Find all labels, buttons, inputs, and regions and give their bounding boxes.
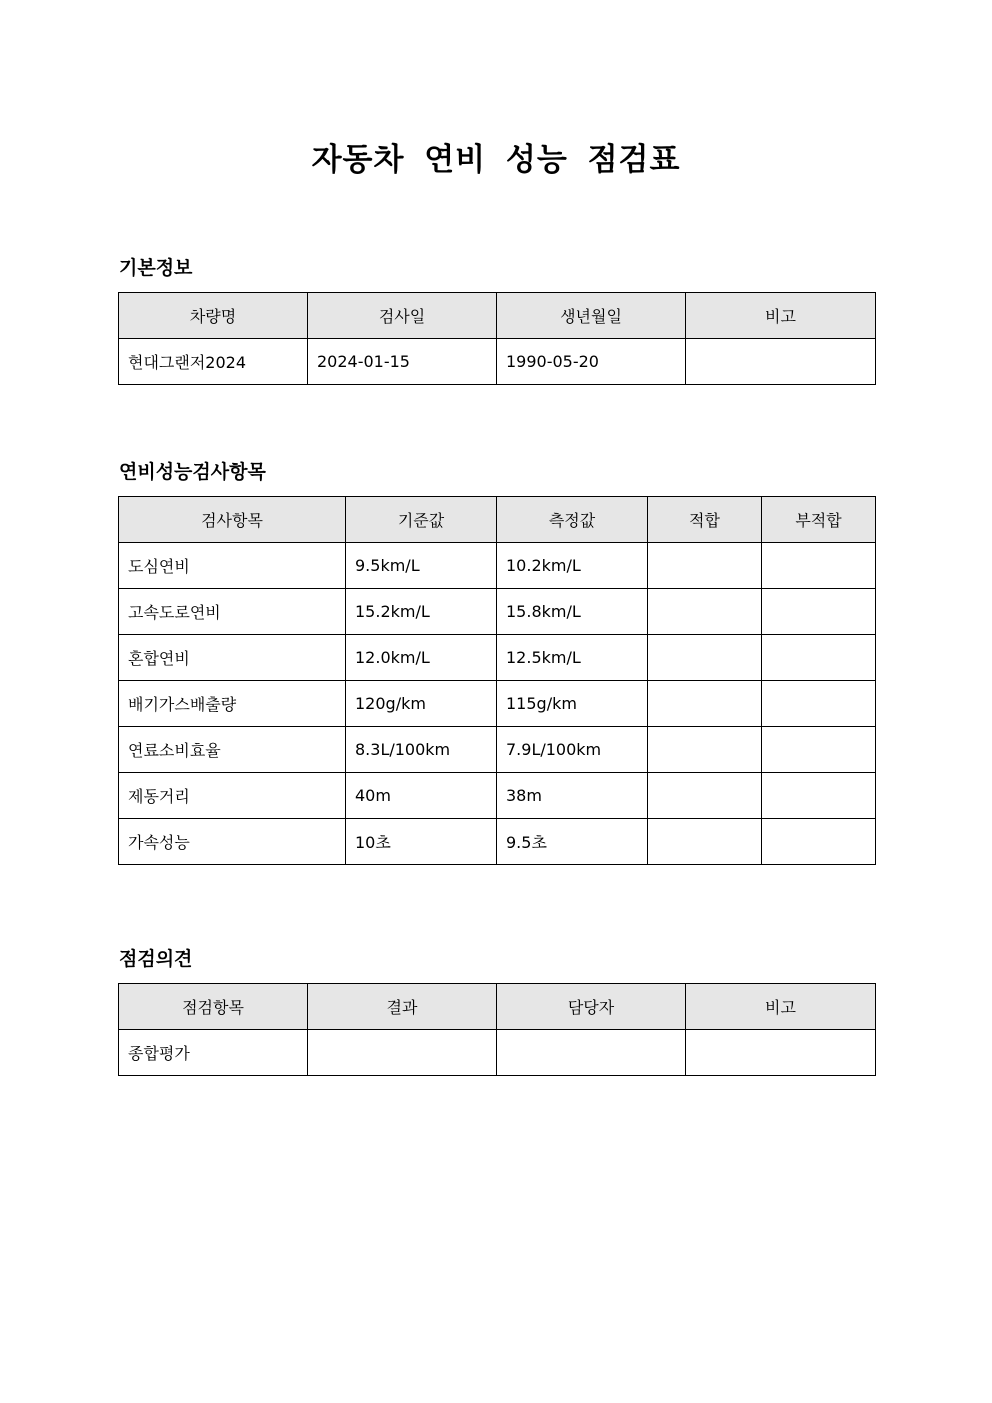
- check-item-cell: 종합평가: [119, 1030, 308, 1076]
- standard-cell: 15.2km/L: [346, 589, 497, 635]
- header-check-item: 점검항목: [119, 984, 308, 1030]
- item-cell: 고속도로연비: [119, 589, 346, 635]
- table-row: [119, 339, 876, 385]
- fail-cell: [762, 635, 876, 681]
- table-row: [119, 681, 876, 727]
- fail-cell: [762, 773, 876, 819]
- measured-cell: 115g/km: [497, 681, 648, 727]
- birth-date-cell: 1990-05-20: [497, 339, 686, 385]
- pass-cell: [648, 819, 762, 865]
- table-row: [119, 1030, 876, 1076]
- basic-info-heading: 기본정보: [119, 257, 193, 279]
- measured-cell: 10.2km/L: [497, 543, 648, 589]
- header-birth-date: 생년월일: [497, 293, 686, 339]
- header-inspection-date: 검사일: [308, 293, 497, 339]
- pass-cell: [648, 635, 762, 681]
- pass-cell: [648, 773, 762, 819]
- header-remarks: 비고: [686, 293, 876, 339]
- header-inspection-item: 검사항목: [119, 497, 346, 543]
- header-measured-value: 측정값: [497, 497, 648, 543]
- table-row: [119, 635, 876, 681]
- header-fail: 부적합: [762, 497, 876, 543]
- pass-cell: [648, 589, 762, 635]
- measured-cell: 38m: [497, 773, 648, 819]
- pass-cell: [648, 727, 762, 773]
- item-cell: 혼합연비: [119, 635, 346, 681]
- basic-info-table: [118, 292, 876, 385]
- opinion-table: [118, 983, 876, 1076]
- header-remarks: 비고: [686, 984, 876, 1030]
- standard-cell: 120g/km: [346, 681, 497, 727]
- remarks-cell: [686, 1030, 876, 1076]
- table-row: [119, 773, 876, 819]
- measured-cell: 7.9L/100km: [497, 727, 648, 773]
- table-row: [119, 727, 876, 773]
- performance-table: [118, 496, 876, 865]
- measured-cell: 12.5km/L: [497, 635, 648, 681]
- item-cell: 가속성능: [119, 819, 346, 865]
- opinion-heading: 점검의견: [119, 948, 193, 970]
- vehicle-name-cell: 현대그랜저2024: [119, 339, 308, 385]
- table-row: [119, 543, 876, 589]
- item-cell: 배기가스배출량: [119, 681, 346, 727]
- basic-info-header-row: [119, 293, 876, 339]
- standard-cell: 12.0km/L: [346, 635, 497, 681]
- fail-cell: [762, 819, 876, 865]
- remarks-cell: [686, 339, 876, 385]
- fail-cell: [762, 727, 876, 773]
- result-cell: [308, 1030, 497, 1076]
- measured-cell: 15.8km/L: [497, 589, 648, 635]
- header-pass: 적합: [648, 497, 762, 543]
- pass-cell: [648, 681, 762, 727]
- fail-cell: [762, 543, 876, 589]
- pass-cell: [648, 543, 762, 589]
- table-row: [119, 819, 876, 865]
- item-cell: 도심연비: [119, 543, 346, 589]
- header-vehicle-name: 차량명: [119, 293, 308, 339]
- inspection-date-cell: 2024-01-15: [308, 339, 497, 385]
- item-cell: 제동거리: [119, 773, 346, 819]
- standard-cell: 8.3L/100km: [346, 727, 497, 773]
- table-row: [119, 589, 876, 635]
- performance-heading: 연비성능검사항목: [119, 461, 266, 483]
- header-standard-value: 기준값: [346, 497, 497, 543]
- document-title: 자동차 연비 성능 점검표: [311, 142, 681, 178]
- header-result: 결과: [308, 984, 497, 1030]
- standard-cell: 40m: [346, 773, 497, 819]
- fail-cell: [762, 589, 876, 635]
- performance-header-row: [119, 497, 876, 543]
- opinion-header-row: [119, 984, 876, 1030]
- header-inspector: 담당자: [497, 984, 686, 1030]
- measured-cell: 9.5초: [497, 819, 648, 865]
- inspector-cell: [497, 1030, 686, 1076]
- standard-cell: 10초: [346, 819, 497, 865]
- standard-cell: 9.5km/L: [346, 543, 497, 589]
- fail-cell: [762, 681, 876, 727]
- item-cell: 연료소비효율: [119, 727, 346, 773]
